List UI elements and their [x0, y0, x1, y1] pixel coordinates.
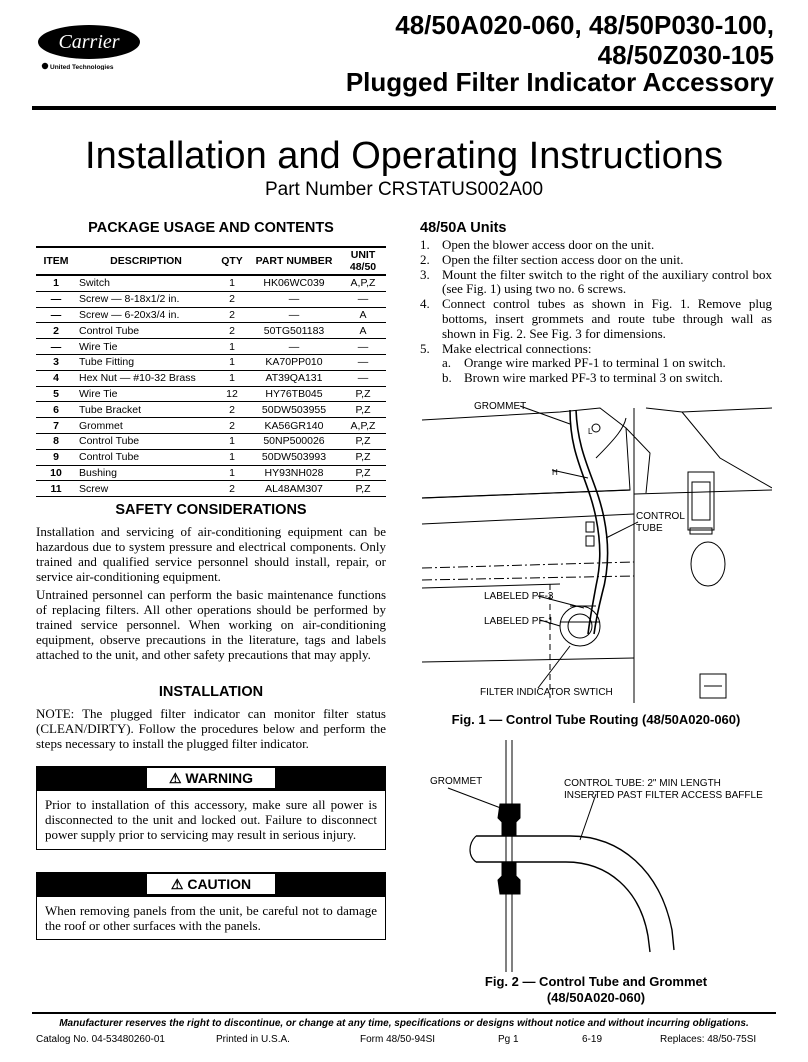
step-number: 1. — [420, 237, 430, 252]
cell-qty: 2 — [216, 291, 248, 307]
footer-catalog: Catalog No. 04-53480260-01 — [36, 1034, 165, 1045]
footer-replaces: Replaces: 48/50-75SI — [660, 1034, 757, 1045]
cell-item: 5 — [36, 386, 76, 402]
part-number: Part Number CRSTATUS002A00 — [264, 179, 544, 200]
step-text: Make electrical connections: — [442, 340, 592, 356]
cell-part-number: HK06WC039 — [248, 275, 340, 291]
cell-unit: — — [340, 291, 386, 307]
model-numbers-line2: 48/50Z030-105 — [597, 40, 774, 70]
col-qty: QTY — [216, 247, 248, 275]
cell-unit: A — [340, 307, 386, 323]
cell-unit: — — [340, 354, 386, 370]
cell-description: Wire Tie — [76, 339, 216, 355]
cell-qty: 1 — [216, 465, 248, 481]
list-item — [420, 253, 772, 268]
cell-description: Wire Tie — [76, 386, 216, 402]
warning-banner — [36, 766, 386, 790]
cell-unit: P,Z — [340, 449, 386, 465]
safety-paragraph-2: Untrained personnel can perform the basic maintenance functions of replacing filters. All other operations should be performed by trained service personnel. When working on air-conditioning equipment, observe precautions in the literature, tags and labels attached to the unit, and other safety precautions that may apply. — [36, 587, 386, 662]
table-row — [36, 402, 386, 418]
cell-item: 9 — [36, 449, 76, 465]
cell-qty: 1 — [216, 433, 248, 449]
cell-qty: 2 — [216, 402, 248, 418]
cell-part-number: 50DW503993 — [248, 449, 340, 465]
fig2-tube-label-1: CONTROL TUBE: 2" MIN LENGTH — [564, 778, 721, 789]
cell-description: Hex Nut — #10-32 Brass — [76, 370, 216, 386]
install-steps — [420, 238, 772, 386]
cell-part-number: 50TG501183 — [248, 323, 340, 339]
footer-page: Pg 1 — [498, 1034, 519, 1045]
installation-heading: INSTALLATION — [158, 684, 264, 700]
list-item — [442, 371, 772, 386]
warning-text: Prior to installation of this accessory, make sure all power is disconnected to the unit and locked out. Failure to disconnect power supply prior to servicing may result in serious injury. — [36, 790, 386, 850]
fig1-tube-label: TUBE — [636, 523, 663, 534]
product-title: Plugged Filter Indicator Accessory — [345, 67, 774, 97]
fig2-caption-line2: (48/50A020-060) — [546, 990, 646, 1005]
package-heading: PACKAGE USAGE AND CONTENTS — [88, 220, 334, 236]
list-item — [442, 356, 772, 371]
footer-rule — [32, 1012, 776, 1014]
cell-part-number: KA56GR140 — [248, 418, 340, 434]
cell-item: 7 — [36, 418, 76, 434]
cell-unit: — — [340, 339, 386, 355]
cell-qty: 1 — [216, 354, 248, 370]
list-item — [420, 238, 772, 253]
cell-qty: 1 — [216, 449, 248, 465]
cell-qty: 2 — [216, 307, 248, 323]
list-item — [420, 342, 772, 386]
cell-qty: 2 — [216, 481, 248, 497]
cell-description: Screw — 6-20x3/4 in. — [76, 307, 216, 323]
ut-icon — [42, 63, 48, 69]
cell-item: — — [36, 291, 76, 307]
document-title: Installation and Operating Instructions — [85, 135, 723, 177]
cell-item: 2 — [36, 323, 76, 339]
cell-item: — — [36, 307, 76, 323]
fig1-diagram — [420, 398, 772, 703]
table-row — [36, 386, 386, 402]
step-text: Mount the filter switch to the right of the auxiliary control box (see Fig. 1) using two no. 6 screws. — [442, 266, 772, 297]
cell-description: Tube Bracket — [76, 402, 216, 418]
cell-part-number: — — [248, 339, 340, 355]
cell-part-number: AT39QA131 — [248, 370, 340, 386]
table-row — [36, 323, 386, 339]
fig2-grommet-label: GROMMET — [430, 776, 483, 787]
cell-item: 8 — [36, 433, 76, 449]
fig1-caption: Fig. 1 — Control Tube Routing (48/50A020-060) — [451, 712, 741, 727]
fig1-pf3-label: LABELED PF-3 — [484, 591, 554, 602]
fig2-tube-label-2: INSERTED PAST FILTER ACCESS BAFFLE — [564, 790, 763, 801]
caution-text: When removing panels from the unit, be careful not to damage the roof or other surfaces with the panels. — [36, 896, 386, 940]
cell-unit: A,P,Z — [340, 418, 386, 434]
cell-part-number: KA70PP010 — [248, 354, 340, 370]
table-row — [36, 418, 386, 434]
table-row — [36, 433, 386, 449]
cell-part-number: HY93NH028 — [248, 465, 340, 481]
table-row — [36, 339, 386, 355]
cell-description: Switch — [76, 275, 216, 291]
table-row — [36, 275, 386, 291]
cell-description: Grommet — [76, 418, 216, 434]
fig1-control-label: CONTROL — [636, 511, 685, 522]
fig1-grommet-label: GROMMET — [474, 401, 527, 412]
cell-unit: A — [340, 323, 386, 339]
footer-disclaimer: Manufacturer reserves the right to discontinue, or change at any time, specifications or designs without notice and without incurring obligations. — [59, 1018, 749, 1029]
sub-steps — [442, 356, 772, 386]
col-description: DESCRIPTION — [76, 247, 216, 275]
footer-date: 6-19 — [582, 1034, 603, 1045]
cell-description: Control Tube — [76, 323, 216, 339]
table-row — [36, 481, 386, 497]
cell-unit: A,P,Z — [340, 275, 386, 291]
step-number: 2. — [420, 251, 430, 267]
cell-description: Control Tube — [76, 433, 216, 449]
cell-part-number: 50NP500026 — [248, 433, 340, 449]
substep-letter: a. — [442, 355, 452, 371]
step-number: 4. — [420, 296, 430, 312]
cell-unit: P,Z — [340, 465, 386, 481]
cell-unit: P,Z — [340, 481, 386, 497]
cell-description: Tube Fitting — [76, 354, 216, 370]
cell-part-number: AL48AM307 — [248, 481, 340, 497]
units-heading: 48/50A Units — [420, 220, 507, 236]
fig2-caption-line1: Fig. 2 — Control Tube and Grommet — [484, 974, 708, 989]
caution-label: ⚠ CAUTION — [147, 874, 275, 894]
cell-description: Screw — 8-18x1/2 in. — [76, 291, 216, 307]
installation-note: NOTE: The plugged filter indicator can monitor filter status (CLEAN/DIRTY). Follow the procedures below and perform the steps necessary to install the plugged filter indicator. — [36, 706, 386, 751]
footer-form: Form 48/50-94SI — [360, 1034, 436, 1045]
step-text: Open the filter section access door on the unit. — [442, 251, 684, 267]
cell-description: Screw — [76, 481, 216, 497]
table-row — [36, 465, 386, 481]
cell-item: 6 — [36, 402, 76, 418]
cell-part-number: — — [248, 307, 340, 323]
substep-text: Brown wire marked PF-3 to terminal 3 on switch. — [464, 370, 723, 386]
logo-text: Carrier — [58, 31, 120, 53]
cell-item: — — [36, 339, 76, 355]
cell-qty: 1 — [216, 275, 248, 291]
step-text: Connect control tubes as shown in Fig. 1. Remove plug bottoms, insert grommets and route tube through wall as shown in Fig. 2. See Fig. 3 for dimensions. — [442, 296, 772, 341]
cell-item: 1 — [36, 275, 76, 291]
table-row — [36, 291, 386, 307]
table-row — [36, 354, 386, 370]
parts-table — [36, 246, 386, 497]
safety-heading: SAFETY CONSIDERATIONS — [115, 502, 307, 518]
cell-description: Control Tube — [76, 449, 216, 465]
model-numbers-line1: 48/50A020-060, 48/50P030-100, — [395, 10, 774, 40]
cell-unit: P,Z — [340, 386, 386, 402]
cell-unit: P,Z — [340, 402, 386, 418]
cell-item: 4 — [36, 370, 76, 386]
cell-part-number: — — [248, 291, 340, 307]
cell-item: 10 — [36, 465, 76, 481]
fig1-mark-l: L — [588, 427, 593, 436]
logo-sub: United Technologies — [50, 64, 114, 70]
caution-banner — [36, 872, 386, 896]
fig1-switch-label: FILTER INDICATOR SWTICH — [480, 687, 613, 698]
fig2-diagram — [420, 740, 772, 972]
table-row — [36, 370, 386, 386]
substep-text: Orange wire marked PF-1 to terminal 1 on switch. — [464, 355, 726, 371]
cell-qty: 2 — [216, 323, 248, 339]
cell-description: Bushing — [76, 465, 216, 481]
cell-part-number: 50DW503955 — [248, 402, 340, 418]
step-number: 5. — [420, 340, 430, 356]
col-item: ITEM — [36, 247, 76, 275]
warning-label: ⚠ WARNING — [147, 768, 275, 788]
safety-paragraph-1: Installation and servicing of air-conditioning equipment can be hazardous due to system pressure and electrical components. Only trained and qualified service personnel should install, repair, or service air-conditioning equipment. — [36, 524, 386, 584]
cell-qty: 2 — [216, 418, 248, 434]
list-item — [420, 297, 772, 341]
col-part-number: PART NUMBER — [248, 247, 340, 275]
table-header-row — [36, 247, 386, 275]
fig1-mark-h: H — [552, 468, 558, 477]
footer-printed: Printed in U.S.A. — [216, 1034, 290, 1045]
cell-qty: 1 — [216, 339, 248, 355]
cell-part-number: HY76TB045 — [248, 386, 340, 402]
cell-qty: 1 — [216, 370, 248, 386]
fig1-pf1-label: LABELED PF-1 — [484, 616, 554, 627]
header-rule — [32, 106, 776, 110]
cell-qty: 12 — [216, 386, 248, 402]
col-unit: UNIT 48/50 — [340, 247, 386, 275]
cell-unit: — — [340, 370, 386, 386]
list-item — [420, 268, 772, 298]
cell-item: 11 — [36, 481, 76, 497]
step-number: 3. — [420, 266, 430, 282]
cell-item: 3 — [36, 354, 76, 370]
carrier-logo — [36, 22, 142, 70]
step-text: Open the blower access door on the unit. — [442, 237, 655, 252]
substep-letter: b. — [442, 370, 452, 386]
table-row — [36, 449, 386, 465]
cell-unit: P,Z — [340, 433, 386, 449]
table-row — [36, 307, 386, 323]
